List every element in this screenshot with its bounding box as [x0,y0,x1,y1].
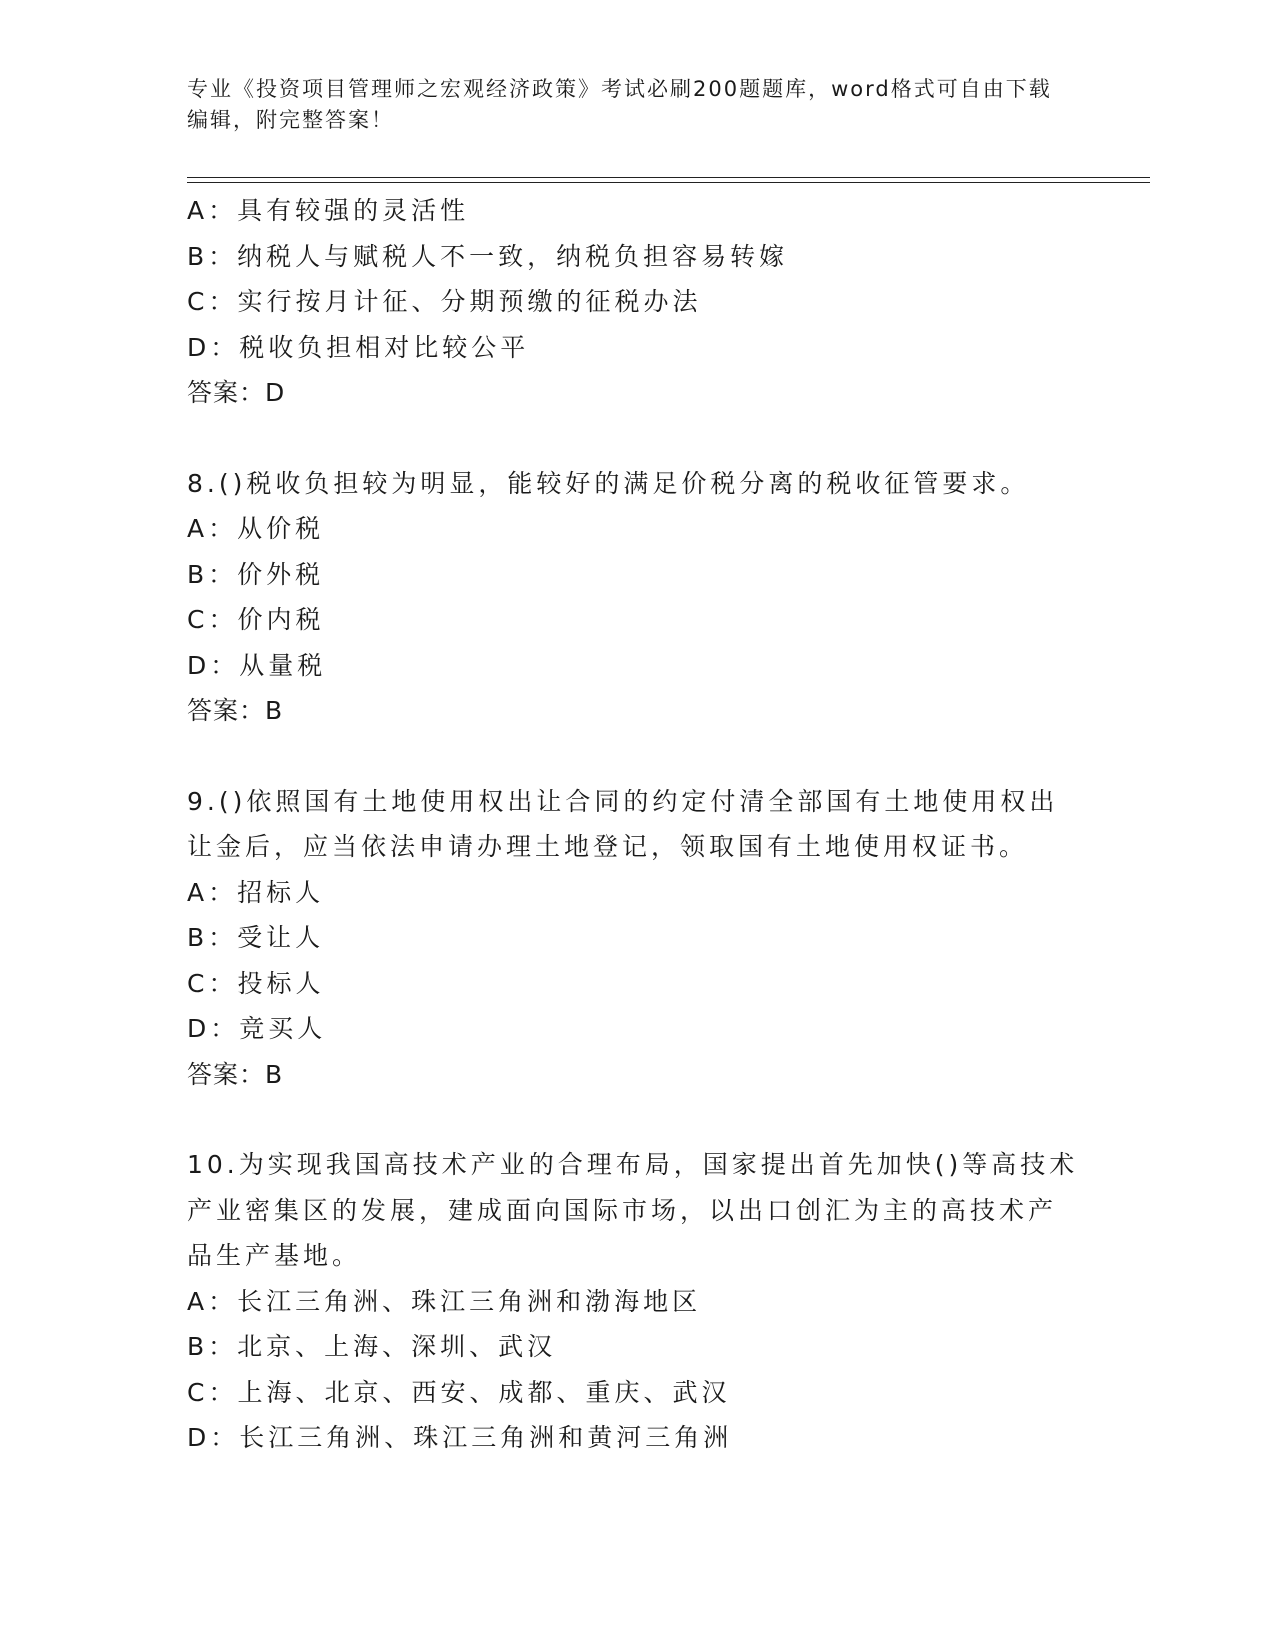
question-text: 10.为实现我国高技术产业的合理布局，国家提出首先加快()等高技术 [187,1150,1079,1179]
answer-line: 答案：B [187,1059,284,1089]
option-d: D：从量税 [187,650,327,680]
header-rule-top [187,177,1150,178]
option-c: C：上海、北京、西安、成都、重庆、武汉 [187,1377,731,1407]
spacer [187,734,1087,779]
question-block-8 [187,461,1087,734]
option-a: A：长江三角洲、珠江三角洲和渤海地区 [187,1286,702,1316]
option-a: A：具有较强的灵活性 [187,196,470,225]
option-d: D：长江三角洲、珠江三角洲和黄河三角洲 [187,1423,733,1452]
option-c: C：投标人 [187,968,325,998]
option-d: D：竞买人 [187,1014,327,1043]
option-d: D：税收负担相对比较公平 [187,332,530,362]
question-text: 8.()税收负担较为明显，能较好的满足价税分离的税收征管要求。 [187,468,1030,498]
question-block-prev [187,188,1087,416]
header-rule-bottom [187,182,1150,183]
option-b: B：北京、上海、深圳、武汉 [187,1332,557,1361]
question-text: 9.()依照国有土地使用权出让合同的约定付清全部国有土地使用权出 [187,786,1059,816]
question-block-10 [187,1142,1087,1461]
spacer [187,416,1087,461]
question-block-9 [187,779,1087,1098]
spacer [187,1097,1087,1142]
question-text: 让金后，应当依法申请办理土地登记，领取国有土地使用权证书。 [187,832,1029,861]
option-b: B：受让人 [187,923,325,952]
option-c: C：价内税 [187,605,325,634]
option-c: C：实行按月计征、分期预缴的征税办法 [187,287,702,316]
question-text: 品生产基地。 [187,1241,362,1270]
option-b: B：价外税 [187,559,325,589]
question-list [187,188,1087,1461]
option-a: A：从价税 [187,514,325,543]
answer-line: 答案：D [187,378,286,407]
document-header: 专业《投资项目管理师之宏观经济政策》考试必刷200题题库，word格式可自由下载编辑，附完整答案！ [187,77,1052,132]
question-text: 产业密集区的发展，建成面向国际市场，以出口创汇为主的高技术产 [187,1195,1058,1225]
option-a: A：招标人 [187,877,325,907]
option-b: B：纳税人与赋税人不一致，纳税负担容易转嫁 [187,241,789,271]
answer-line: 答案：B [187,696,284,725]
